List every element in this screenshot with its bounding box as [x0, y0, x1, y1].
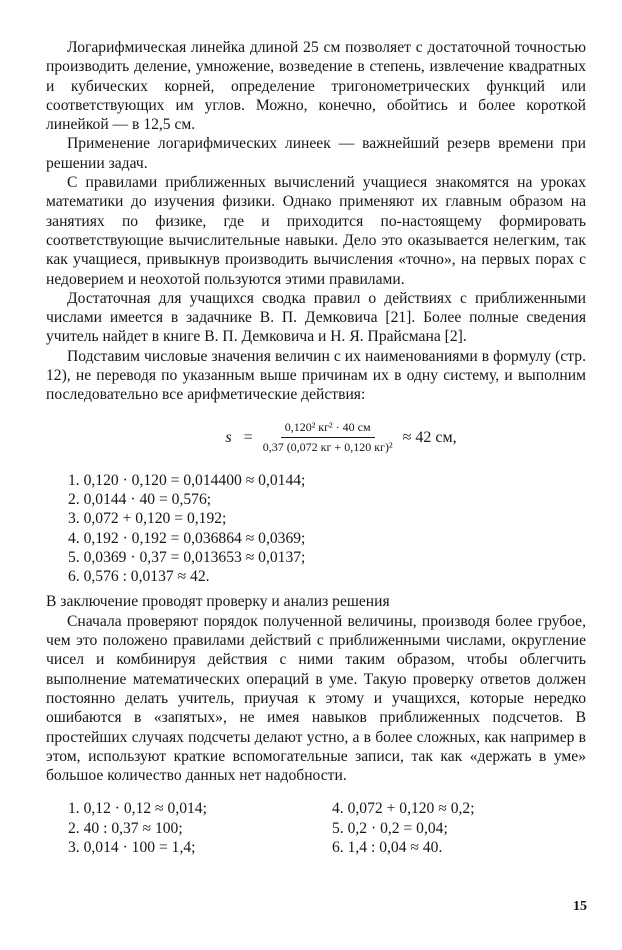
- formula-equals: =: [243, 428, 253, 446]
- calculation-step: 5. 0,0369 · 0,37 = 0,013653 ≈ 0,0137;: [68, 548, 306, 566]
- formula-numerator: 0,120² кг² · 40 см: [281, 420, 375, 438]
- check-calculations: [68, 799, 586, 857]
- paragraph-verification: Сначала проверяют порядок полученной величины, производя более грубое, чем это положено правилами действий с приближенными числами, округление чисел и комбинируя действия с ними таким образом, чтобы облегчить выполнение математических операций в уме. Такую проверку ответов должен постоянно делать учитель, приучая к этому и учащихся, которые нередко ошибаются в «запятых», не имея навыков приближенных подсчетов. В простейших случаях подсчеты делают устно, а в более сложных, как например в этом, используют краткие вспомогательные записи, так как «держать в уме» большое количество данных нет надобности.: [46, 612, 586, 785]
- paragraph-references: Достаточная для учащихся сводка правил о действиях с приближенными числами имеется в задачнике В. П. Демковича [21]. Более полные сведения учитель найдет в книге В. П. Демковича и Н. Я. Прайсмана [2].: [46, 289, 586, 346]
- formula-lhs: s: [225, 428, 232, 446]
- calculation-step: 3. 0,072 + 0,120 = 0,192;: [68, 510, 227, 528]
- check-item: 6. 1,4 : 0,04 ≈ 40.: [332, 838, 443, 856]
- page-number: 15: [573, 899, 587, 914]
- formula: [96, 417, 586, 459]
- paragraph-slide-rule: Логарифмическая линейка длиной 25 см позволяет с достаточной точностью производить деление, умножение, возведение в степень, извлечение квадратных и кубических корней, определение тригонометрических функций или соответствующих им углов. Можно, конечно, обойтись и более короткой линейкой — в 12,5 см.: [46, 39, 586, 134]
- section-title: В заключение проводят проверку и анализ решения: [46, 593, 390, 611]
- paragraph-approx-rules: С правилами приближенных вычислений учащиеся знакомятся на уроках математики до изучения физики. Однако применяют их главным образом на занятиях по физике, где и приходится по-настоящему формировать соответствующие вычислительные навыки. Дело это оказывается нелегким, так как учащиеся, привыкнув производить вычисления «точно», на первых порах с недоверием и неохотой пользуются этими правилами.: [46, 174, 586, 288]
- check-item: 4. 0,072 + 0,120 ≈ 0,2;: [332, 800, 475, 818]
- formula-fraction: [259, 420, 397, 455]
- formula-result: ≈ 42 см,: [402, 428, 457, 446]
- paragraph-time-reserve: Применение логарифмических линеек — важнейший резерв времени при решении задач.: [46, 135, 586, 172]
- calculation-steps: [46, 471, 586, 587]
- calculation-step: 4. 0,192 · 0,192 = 0,036864 ≈ 0,0369;: [68, 529, 306, 547]
- calculation-step: 6. 0,576 : 0,0137 ≈ 42.: [68, 568, 210, 586]
- calculation-step: 2. 0,0144 · 40 = 0,576;: [68, 490, 212, 508]
- page-body: [46, 38, 586, 857]
- calculation-step: 1. 0,120 · 0,120 = 0,014400 ≈ 0,0144;: [68, 471, 306, 489]
- check-item: 1. 0,12 · 0,12 ≈ 0,014;: [68, 800, 207, 818]
- check-item: 2. 40 : 0,37 ≈ 100;: [68, 819, 183, 837]
- paragraph-substitution: Подставим числовые значения величин с их наименованиями в формулу (стр. 12), не переводя по указанным выше причинам их в одну систему, и выполним последовательно все арифметические действия:: [46, 347, 586, 404]
- check-item: 3. 0,014 · 100 = 1,4;: [68, 838, 196, 856]
- formula-denominator: 0,37 (0,072 кг + 0,120 кг)²: [262, 440, 393, 455]
- check-item: 5. 0,2 · 0,2 = 0,04;: [332, 819, 448, 837]
